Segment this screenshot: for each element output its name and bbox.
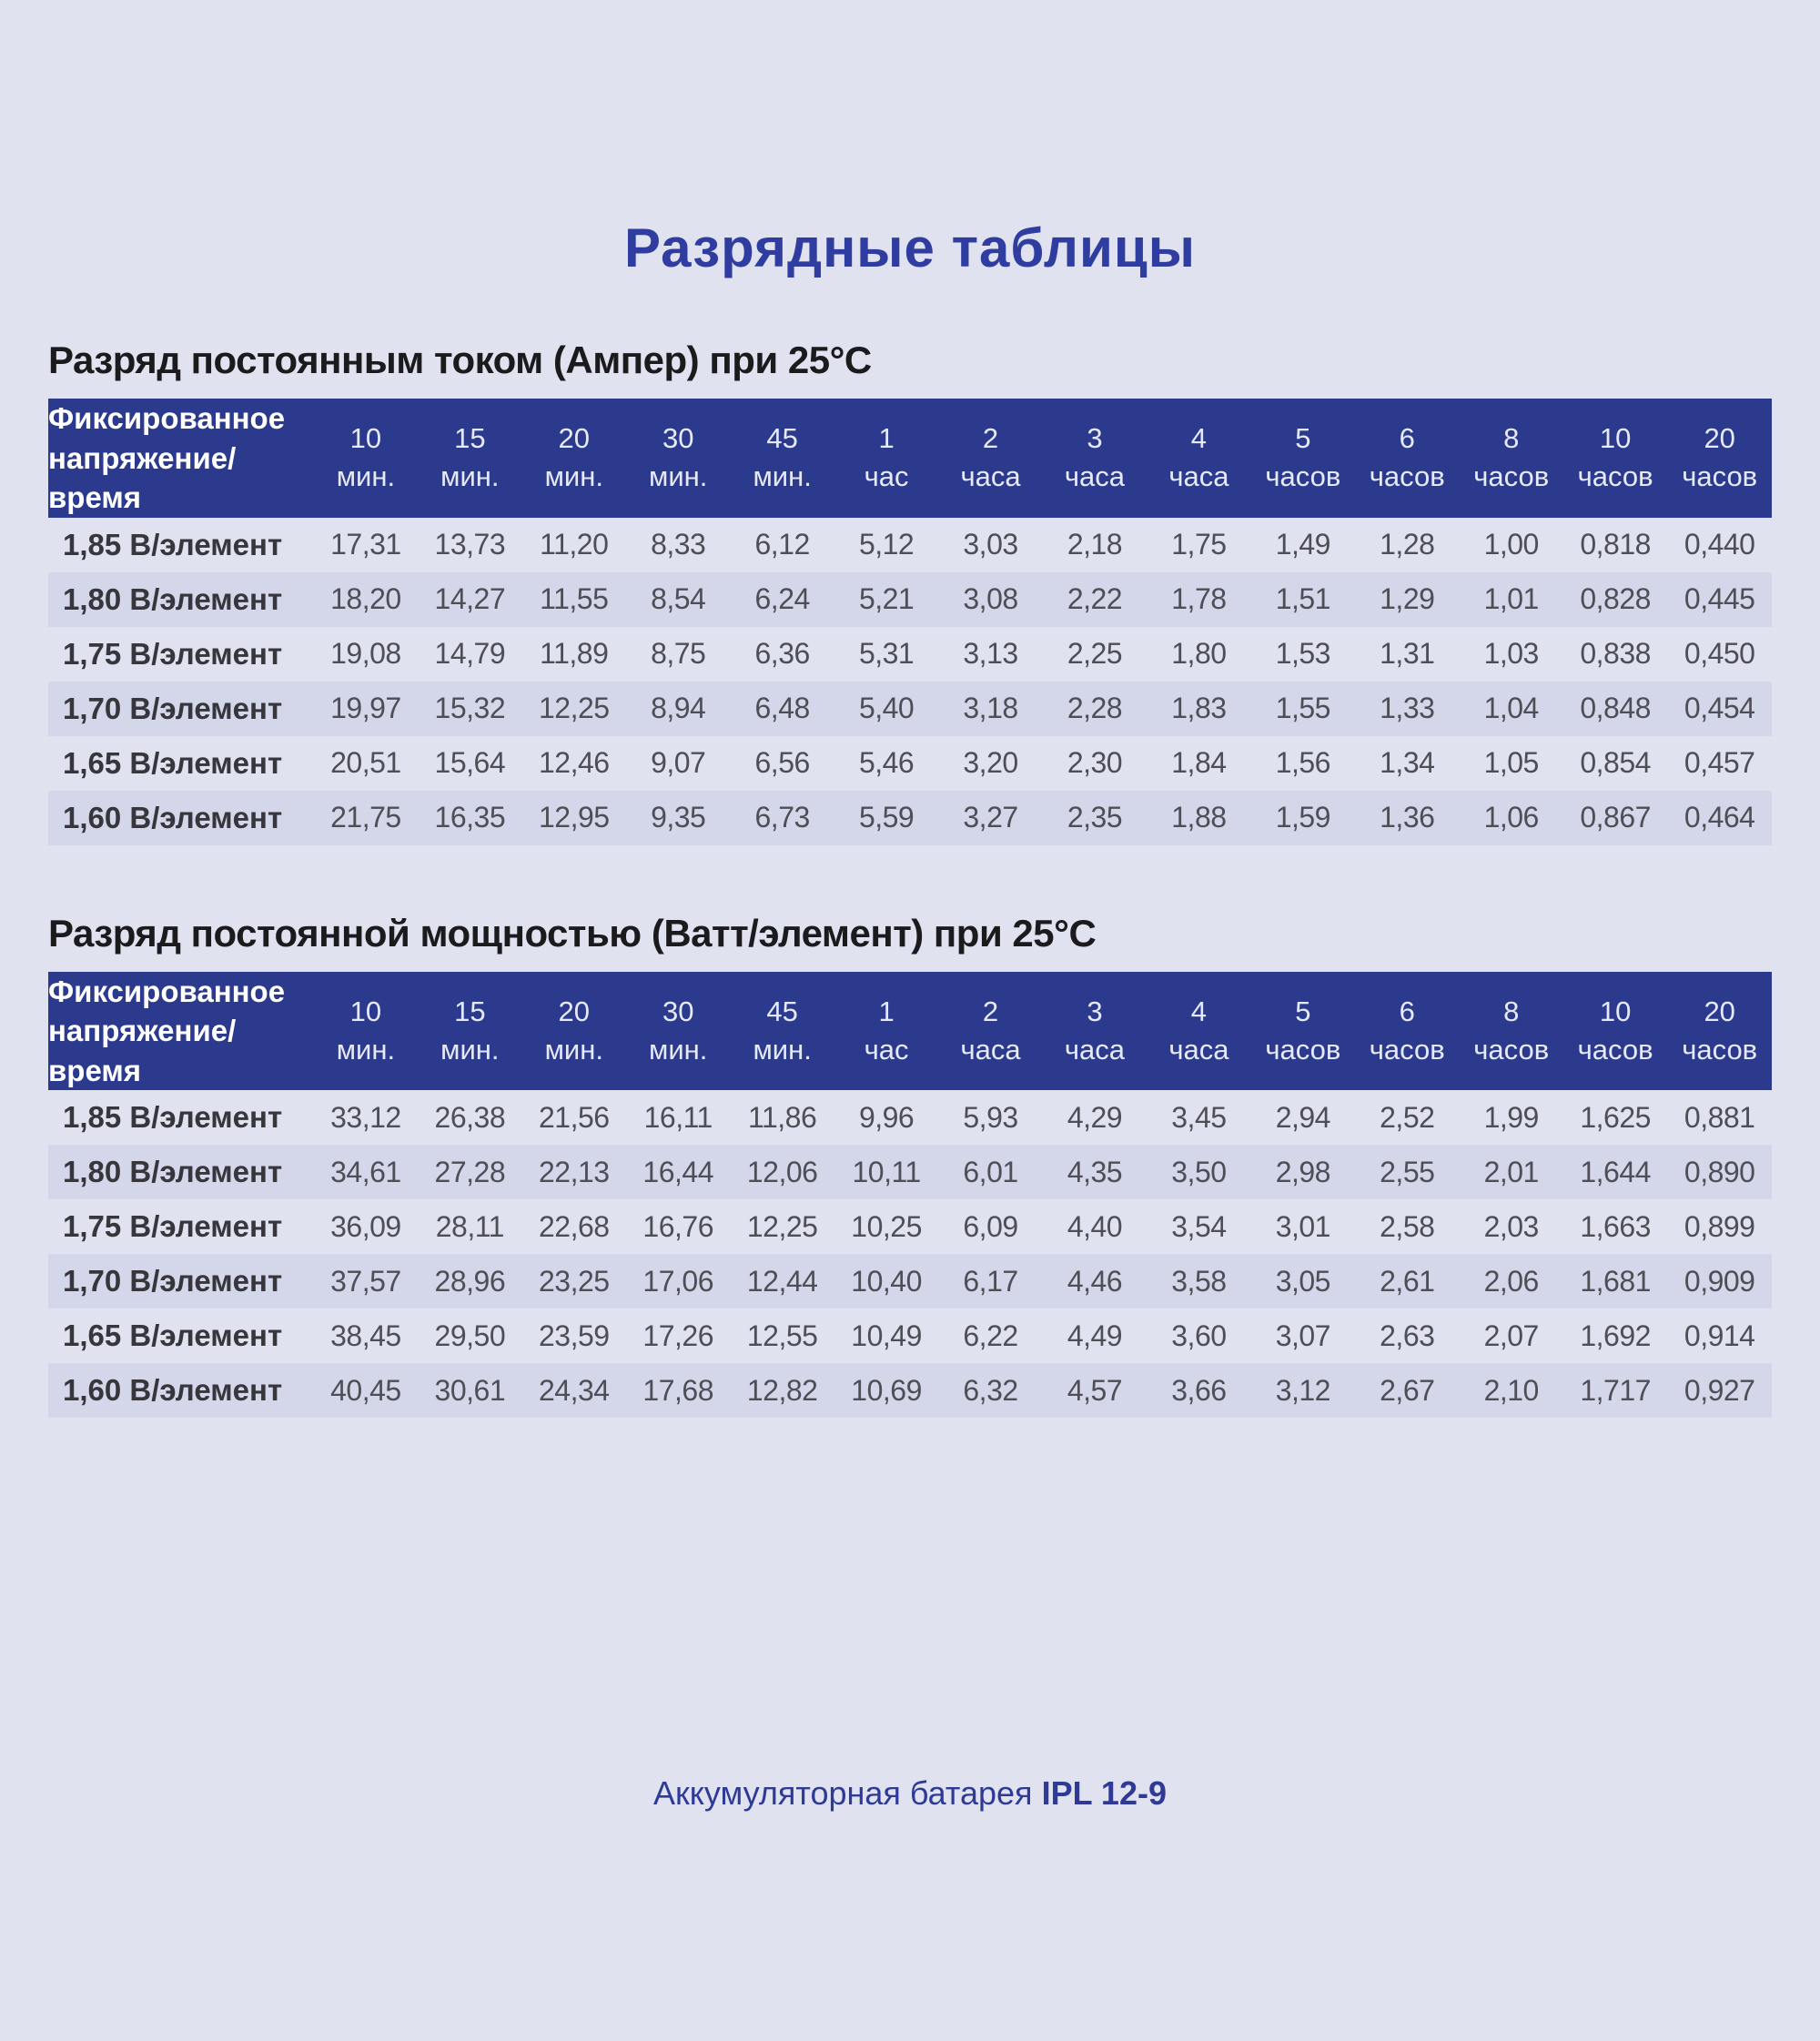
value-cell: 2,18 xyxy=(1067,528,1123,561)
time-column-header xyxy=(938,399,1042,518)
time-value: 10 xyxy=(349,995,382,1028)
corner-line2: напряжение/время xyxy=(48,440,237,515)
value-cell: 0,927 xyxy=(1684,1373,1755,1407)
value-cell: 8,75 xyxy=(651,637,706,671)
value-cell: 4,46 xyxy=(1067,1264,1123,1298)
value-cell: 2,35 xyxy=(1067,801,1123,834)
time-column-header xyxy=(1563,399,1667,518)
time-column-header xyxy=(1147,399,1250,518)
table-row xyxy=(48,627,1772,682)
value-cell: 6,22 xyxy=(963,1319,1018,1352)
value-cell: 1,28 xyxy=(1380,528,1435,561)
value-cell: 1,06 xyxy=(1483,801,1539,834)
time-value: 2 xyxy=(982,995,999,1028)
value-cell: 22,13 xyxy=(538,1155,610,1188)
value-cell: 3,54 xyxy=(1171,1209,1227,1243)
time-value: 4 xyxy=(1190,995,1208,1028)
time-column-header xyxy=(1667,972,1772,1091)
value-cell: 2,98 xyxy=(1275,1155,1330,1188)
time-value: 45 xyxy=(766,995,798,1028)
value-cell: 9,96 xyxy=(858,1100,915,1134)
value-cell: 29,50 xyxy=(434,1319,506,1352)
value-cell: 15,32 xyxy=(434,692,506,725)
value-cell: 1,59 xyxy=(1275,801,1330,834)
battery-model: IPL 12-9 xyxy=(1041,1774,1167,1813)
value-cell: 1,80 xyxy=(1171,637,1227,671)
value-cell: 6,17 xyxy=(963,1264,1018,1298)
time-column-header xyxy=(1459,399,1562,518)
time-column-header xyxy=(730,972,834,1091)
row-label: 1,60 В/элемент xyxy=(63,1373,283,1408)
value-cell: 17,68 xyxy=(642,1373,713,1407)
value-cell: 6,36 xyxy=(754,637,810,671)
value-cell: 5,46 xyxy=(858,746,915,780)
value-cell: 20,51 xyxy=(330,746,401,780)
time-column-header xyxy=(418,399,521,518)
table-row xyxy=(48,1199,1772,1254)
time-value: 6 xyxy=(1399,995,1415,1028)
value-cell: 1,663 xyxy=(1580,1209,1651,1243)
value-cell: 2,22 xyxy=(1067,582,1123,616)
value-cell: 1,29 xyxy=(1380,582,1435,616)
value-cell: 0,464 xyxy=(1684,801,1755,834)
row-label: 1,85 В/элемент xyxy=(63,527,283,561)
value-cell: 21,56 xyxy=(538,1100,610,1134)
value-cell: 10,69 xyxy=(851,1373,922,1407)
value-cell: 4,29 xyxy=(1067,1100,1123,1134)
value-cell: 3,08 xyxy=(963,582,1018,616)
section-heading-constant-power: Разряд постоянной мощностью (Ватт/элемент) при 25°C xyxy=(48,911,1097,955)
time-value: 3 xyxy=(1087,995,1103,1028)
value-cell: 0,450 xyxy=(1684,637,1755,671)
value-cell: 1,84 xyxy=(1171,746,1227,780)
value-cell: 0,838 xyxy=(1580,637,1651,671)
time-value: 10 xyxy=(1599,995,1632,1028)
time-column-header xyxy=(1355,399,1459,518)
table-row xyxy=(48,572,1772,627)
value-cell: 1,99 xyxy=(1483,1100,1539,1134)
time-unit: мин. xyxy=(753,1033,812,1066)
time-unit: мин. xyxy=(649,1033,708,1066)
value-cell: 1,78 xyxy=(1171,582,1227,616)
value-cell: 23,25 xyxy=(538,1264,610,1298)
table-row xyxy=(48,1308,1772,1363)
time-column-header xyxy=(730,399,834,518)
value-cell: 4,49 xyxy=(1067,1319,1123,1352)
time-value: 20 xyxy=(1704,422,1735,455)
value-cell: 34,61 xyxy=(330,1155,401,1188)
value-cell: 3,60 xyxy=(1171,1319,1227,1352)
value-cell: 5,12 xyxy=(858,528,915,561)
time-value: 8 xyxy=(1503,422,1520,455)
value-cell: 16,76 xyxy=(642,1209,713,1243)
header-row xyxy=(48,972,1772,1091)
value-cell: 16,44 xyxy=(642,1155,713,1188)
value-cell: 1,51 xyxy=(1275,582,1330,616)
table-row xyxy=(48,682,1772,736)
value-cell: 5,59 xyxy=(858,801,915,834)
time-column-header xyxy=(522,972,626,1091)
table-body xyxy=(48,1090,1772,1418)
time-unit: мин. xyxy=(336,1033,396,1066)
time-value: 2 xyxy=(982,422,999,455)
time-unit: часов xyxy=(1369,1033,1445,1066)
value-cell: 24,34 xyxy=(538,1373,610,1407)
value-cell: 8,94 xyxy=(651,692,706,725)
row-label: 1,70 В/элемент xyxy=(63,1264,283,1298)
corner-line1: Фиксированное xyxy=(48,401,286,435)
value-cell: 5,40 xyxy=(858,692,915,725)
value-cell: 2,55 xyxy=(1380,1155,1435,1188)
row-label: 1,75 В/элемент xyxy=(63,636,283,671)
value-cell: 3,05 xyxy=(1275,1264,1330,1298)
time-unit: часов xyxy=(1682,460,1758,493)
time-value: 10 xyxy=(1599,422,1632,455)
value-cell: 9,35 xyxy=(651,801,706,834)
value-cell: 1,644 xyxy=(1580,1155,1651,1188)
value-cell: 0,848 xyxy=(1580,692,1651,725)
time-value: 5 xyxy=(1295,422,1311,455)
value-cell: 0,914 xyxy=(1684,1319,1755,1352)
value-cell: 3,03 xyxy=(963,528,1018,561)
time-column-header xyxy=(626,972,730,1091)
time-unit: мин. xyxy=(753,460,812,493)
table-row xyxy=(48,1363,1772,1418)
value-cell: 10,49 xyxy=(851,1319,922,1352)
section-heading-constant-current: Разряд постоянным током (Ампер) при 25°C xyxy=(48,338,872,381)
value-cell: 2,01 xyxy=(1483,1155,1539,1188)
value-cell: 8,33 xyxy=(651,528,706,561)
value-cell: 11,55 xyxy=(540,582,609,616)
time-column-header xyxy=(314,972,418,1091)
time-unit: часа xyxy=(1168,1033,1229,1066)
time-unit: часа xyxy=(960,1033,1021,1066)
value-cell: 5,31 xyxy=(858,637,915,671)
row-label: 1,75 В/элемент xyxy=(63,1209,283,1244)
time-unit: часов xyxy=(1682,1033,1758,1066)
footer-label: Аккумуляторная батарея xyxy=(652,1774,1033,1813)
time-column-header xyxy=(834,399,938,518)
value-cell: 0,440 xyxy=(1684,528,1755,561)
value-cell: 18,20 xyxy=(330,582,401,616)
value-cell: 3,58 xyxy=(1171,1264,1227,1298)
value-cell: 12,44 xyxy=(746,1264,818,1298)
value-cell: 6,09 xyxy=(963,1209,1018,1243)
value-cell: 1,717 xyxy=(1580,1373,1651,1407)
time-unit: часа xyxy=(1064,1033,1126,1066)
value-cell: 1,692 xyxy=(1580,1319,1651,1352)
value-cell: 1,00 xyxy=(1483,528,1539,561)
value-cell: 3,20 xyxy=(963,746,1018,780)
value-cell: 0,867 xyxy=(1580,801,1651,834)
value-cell: 19,08 xyxy=(330,637,401,671)
value-cell: 2,28 xyxy=(1067,692,1123,725)
time-unit: часов xyxy=(1473,460,1550,493)
value-cell: 2,94 xyxy=(1275,1100,1330,1134)
value-cell: 0,454 xyxy=(1684,692,1755,725)
value-cell: 8,54 xyxy=(651,582,706,616)
discharge-power-table xyxy=(48,972,1772,1419)
value-cell: 4,40 xyxy=(1067,1209,1123,1243)
value-cell: 28,96 xyxy=(434,1264,506,1298)
value-cell: 0,854 xyxy=(1580,746,1651,780)
value-cell: 40,45 xyxy=(330,1373,401,1407)
value-cell: 13,73 xyxy=(434,528,506,561)
value-cell: 16,11 xyxy=(643,1100,713,1134)
value-cell: 1,75 xyxy=(1171,528,1227,561)
time-column-header xyxy=(1043,399,1147,518)
constant-current-section xyxy=(48,338,1772,845)
value-cell: 6,12 xyxy=(754,528,810,561)
time-unit: час xyxy=(864,460,909,493)
time-unit: часов xyxy=(1473,1033,1550,1066)
time-column-header xyxy=(834,972,938,1091)
page-footer xyxy=(48,1774,1772,1813)
value-cell: 27,28 xyxy=(434,1155,506,1188)
value-cell: 1,55 xyxy=(1275,692,1330,725)
table-body xyxy=(48,518,1772,845)
value-cell: 14,79 xyxy=(434,637,506,671)
value-cell: 15,64 xyxy=(434,746,506,780)
value-cell: 3,12 xyxy=(1275,1373,1330,1407)
value-cell: 1,49 xyxy=(1275,528,1330,561)
value-cell: 1,88 xyxy=(1171,801,1227,834)
value-cell: 1,31 xyxy=(1380,637,1435,671)
value-cell: 26,38 xyxy=(434,1100,506,1134)
value-cell: 14,27 xyxy=(434,582,506,616)
time-unit: мин. xyxy=(440,460,500,493)
value-cell: 2,03 xyxy=(1483,1209,1539,1243)
time-value: 6 xyxy=(1399,422,1415,455)
value-cell: 1,03 xyxy=(1483,637,1539,671)
value-cell: 11,20 xyxy=(540,528,609,561)
time-unit: часа xyxy=(1168,460,1229,493)
value-cell: 16,35 xyxy=(434,801,506,834)
value-cell: 11,86 xyxy=(748,1100,817,1134)
value-cell: 1,56 xyxy=(1275,746,1330,780)
value-cell: 2,30 xyxy=(1067,746,1123,780)
value-cell: 1,681 xyxy=(1580,1264,1651,1298)
value-cell: 28,11 xyxy=(435,1209,504,1243)
time-column-header xyxy=(1147,972,1250,1091)
corner-line1: Фиксированное xyxy=(48,974,286,1008)
value-cell: 12,95 xyxy=(538,801,610,834)
value-cell: 2,10 xyxy=(1483,1373,1539,1407)
value-cell: 2,67 xyxy=(1380,1373,1435,1407)
value-cell: 12,46 xyxy=(538,746,610,780)
time-unit: часа xyxy=(960,460,1021,493)
value-cell: 12,82 xyxy=(746,1373,818,1407)
value-cell: 10,11 xyxy=(852,1155,921,1188)
value-cell: 6,56 xyxy=(754,746,810,780)
value-cell: 19,97 xyxy=(330,692,401,725)
row-label: 1,65 В/элемент xyxy=(63,1319,283,1353)
table-row xyxy=(48,1254,1772,1308)
value-cell: 1,04 xyxy=(1483,692,1539,725)
row-label: 1,85 В/элемент xyxy=(63,1100,283,1135)
value-cell: 12,06 xyxy=(746,1155,818,1188)
value-cell: 0,457 xyxy=(1684,746,1755,780)
constant-power-section xyxy=(48,911,1772,1419)
time-column-header xyxy=(626,399,730,518)
value-cell: 2,58 xyxy=(1380,1209,1435,1243)
value-cell: 1,36 xyxy=(1380,801,1435,834)
value-cell: 33,12 xyxy=(330,1100,401,1134)
time-value: 15 xyxy=(454,995,486,1028)
value-cell: 0,818 xyxy=(1580,528,1651,561)
value-cell: 3,27 xyxy=(963,801,1018,834)
time-value: 3 xyxy=(1087,422,1103,455)
time-column-header xyxy=(1459,972,1562,1091)
time-value: 5 xyxy=(1295,995,1311,1028)
time-value: 20 xyxy=(558,995,590,1028)
time-column-header xyxy=(1251,972,1355,1091)
value-cell: 0,828 xyxy=(1580,582,1651,616)
value-cell: 17,26 xyxy=(642,1319,713,1352)
time-value: 10 xyxy=(349,422,382,455)
value-cell: 22,68 xyxy=(538,1209,610,1243)
value-cell: 0,890 xyxy=(1684,1155,1755,1188)
time-value: 30 xyxy=(662,422,694,455)
value-cell: 3,45 xyxy=(1171,1100,1227,1134)
table-row xyxy=(48,791,1772,845)
value-cell: 2,25 xyxy=(1067,637,1123,671)
value-cell: 17,06 xyxy=(642,1264,713,1298)
time-column-header xyxy=(938,972,1042,1091)
time-unit: часов xyxy=(1369,460,1445,493)
value-cell: 12,25 xyxy=(538,692,610,725)
fixed-voltage-time-header xyxy=(48,399,314,518)
fixed-voltage-time-header xyxy=(48,972,314,1091)
row-label: 1,80 В/элемент xyxy=(63,581,283,616)
value-cell: 10,40 xyxy=(851,1264,922,1298)
row-label: 1,70 В/элемент xyxy=(63,691,283,725)
value-cell: 21,75 xyxy=(330,801,401,834)
value-cell: 12,25 xyxy=(746,1209,818,1243)
value-cell: 6,48 xyxy=(754,692,810,725)
time-column-header xyxy=(1355,972,1459,1091)
corner-line2: напряжение/время xyxy=(48,1014,237,1087)
time-unit: часов xyxy=(1265,1033,1341,1066)
value-cell: 1,01 xyxy=(1483,582,1539,616)
page-title: Разрядные таблицы xyxy=(623,217,1197,278)
time-unit: мин. xyxy=(544,1033,603,1066)
time-column-header xyxy=(314,399,418,518)
value-cell: 36,09 xyxy=(330,1209,401,1243)
time-value: 20 xyxy=(558,422,590,455)
value-cell: 6,01 xyxy=(963,1155,1018,1188)
value-cell: 9,07 xyxy=(651,746,706,780)
time-value: 4 xyxy=(1190,422,1208,455)
value-cell: 3,07 xyxy=(1275,1319,1330,1352)
value-cell: 1,53 xyxy=(1275,637,1330,671)
time-column-header xyxy=(418,972,521,1091)
value-cell: 30,61 xyxy=(434,1373,506,1407)
value-cell: 23,59 xyxy=(538,1319,610,1352)
value-cell: 6,73 xyxy=(754,801,810,834)
value-cell: 2,06 xyxy=(1483,1264,1539,1298)
value-cell: 10,25 xyxy=(851,1209,922,1243)
value-cell: 2,52 xyxy=(1380,1100,1435,1134)
value-cell: 0,881 xyxy=(1684,1100,1755,1134)
time-column-header xyxy=(1043,972,1147,1091)
value-cell: 2,63 xyxy=(1380,1319,1435,1352)
time-unit: мин. xyxy=(544,460,603,493)
time-unit: мин. xyxy=(336,460,396,493)
value-cell: 1,33 xyxy=(1380,692,1435,725)
value-cell: 6,24 xyxy=(754,582,810,616)
value-cell: 1,625 xyxy=(1580,1100,1651,1134)
value-cell: 11,89 xyxy=(540,637,609,671)
value-cell: 3,01 xyxy=(1275,1209,1330,1243)
value-cell: 12,55 xyxy=(746,1319,818,1352)
value-cell: 3,50 xyxy=(1171,1155,1227,1188)
value-cell: 4,35 xyxy=(1067,1155,1123,1188)
header-row xyxy=(48,399,1772,518)
time-value: 30 xyxy=(662,995,694,1028)
value-cell: 0,899 xyxy=(1684,1209,1755,1243)
value-cell: 4,57 xyxy=(1067,1373,1123,1407)
time-unit: часов xyxy=(1577,1033,1653,1066)
value-cell: 0,445 xyxy=(1684,582,1755,616)
datasheet-page xyxy=(0,217,1820,2041)
value-cell: 3,18 xyxy=(963,692,1018,725)
time-unit: час xyxy=(864,1033,909,1066)
time-value: 20 xyxy=(1704,995,1735,1028)
value-cell: 37,57 xyxy=(330,1264,401,1298)
time-unit: мин. xyxy=(649,460,708,493)
time-value: 1 xyxy=(878,422,895,455)
table-row xyxy=(48,1090,1772,1145)
row-label: 1,80 В/элемент xyxy=(63,1155,283,1189)
time-unit: часов xyxy=(1577,460,1653,493)
value-cell: 6,32 xyxy=(963,1373,1018,1407)
time-value: 45 xyxy=(766,422,798,455)
time-unit: мин. xyxy=(440,1033,500,1066)
discharge-current-table xyxy=(48,399,1772,845)
time-column-header xyxy=(1251,399,1355,518)
value-cell: 2,07 xyxy=(1483,1319,1539,1352)
table-row xyxy=(48,736,1772,791)
row-label: 1,65 В/элемент xyxy=(63,745,283,780)
value-cell: 2,61 xyxy=(1380,1264,1435,1298)
value-cell: 5,93 xyxy=(963,1100,1018,1134)
time-column-header xyxy=(1563,972,1667,1091)
value-cell: 1,83 xyxy=(1171,692,1227,725)
value-cell: 1,05 xyxy=(1483,746,1539,780)
value-cell: 17,31 xyxy=(330,528,401,561)
value-cell: 3,66 xyxy=(1171,1373,1227,1407)
time-unit: часа xyxy=(1064,460,1126,493)
time-column-header xyxy=(1667,399,1772,518)
table-row xyxy=(48,518,1772,572)
value-cell: 1,34 xyxy=(1380,746,1435,780)
time-value: 15 xyxy=(454,422,486,455)
table-row xyxy=(48,1145,1772,1199)
time-unit: часов xyxy=(1265,460,1341,493)
value-cell: 3,13 xyxy=(963,637,1018,671)
value-cell: 0,909 xyxy=(1684,1264,1755,1298)
time-column-header xyxy=(522,399,626,518)
value-cell: 38,45 xyxy=(330,1319,401,1352)
value-cell: 5,21 xyxy=(858,582,915,616)
time-value: 8 xyxy=(1503,995,1520,1028)
row-label: 1,60 В/элемент xyxy=(63,800,283,834)
time-value: 1 xyxy=(878,995,895,1028)
